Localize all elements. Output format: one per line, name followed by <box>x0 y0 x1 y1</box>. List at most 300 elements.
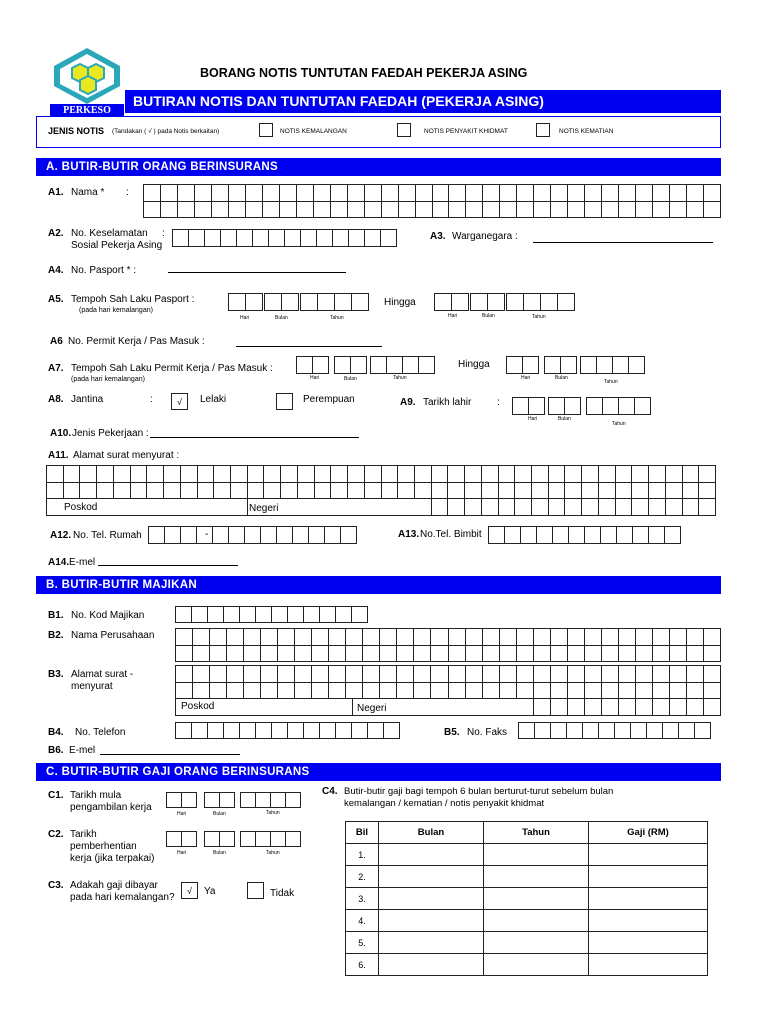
char-box[interactable] <box>616 466 633 483</box>
row-tahun-cell[interactable] <box>484 844 589 866</box>
char-box[interactable] <box>500 666 517 683</box>
char-box[interactable] <box>470 293 488 311</box>
row-gaji-cell[interactable] <box>589 932 708 954</box>
char-box[interactable] <box>431 666 448 683</box>
char-box[interactable] <box>636 185 653 202</box>
char-box[interactable] <box>295 666 312 683</box>
char-box[interactable] <box>517 646 534 663</box>
char-box[interactable] <box>312 666 329 683</box>
char-box[interactable] <box>466 666 483 683</box>
char-box[interactable] <box>214 483 231 500</box>
row-tahun-cell[interactable] <box>484 932 589 954</box>
char-box[interactable] <box>666 466 683 483</box>
char-box[interactable] <box>551 202 568 219</box>
b1-kod-majikan-input[interactable] <box>175 606 367 623</box>
char-box[interactable] <box>599 466 616 483</box>
char-box[interactable] <box>303 722 320 739</box>
char-box[interactable] <box>540 293 558 311</box>
char-box[interactable] <box>683 499 700 516</box>
char-box[interactable] <box>303 606 320 623</box>
char-box[interactable] <box>483 202 500 219</box>
char-box[interactable] <box>287 722 304 739</box>
char-box[interactable] <box>331 483 348 500</box>
char-box[interactable] <box>176 629 193 646</box>
char-box[interactable] <box>229 185 246 202</box>
char-box[interactable] <box>97 483 114 500</box>
char-box[interactable] <box>278 629 295 646</box>
char-box[interactable] <box>568 666 585 683</box>
char-box[interactable] <box>500 629 517 646</box>
char-box[interactable] <box>271 722 288 739</box>
char-box[interactable] <box>397 683 414 700</box>
char-box[interactable] <box>568 185 585 202</box>
row-tahun-cell[interactable] <box>484 888 589 910</box>
char-box[interactable] <box>363 646 380 663</box>
char-box[interactable] <box>255 792 271 808</box>
char-box[interactable] <box>295 646 312 663</box>
char-box[interactable] <box>662 722 679 739</box>
char-box[interactable] <box>448 483 465 500</box>
char-box[interactable] <box>319 606 336 623</box>
char-box[interactable] <box>602 629 619 646</box>
char-box[interactable] <box>397 666 414 683</box>
char-box[interactable] <box>670 202 687 219</box>
char-box[interactable] <box>585 666 602 683</box>
char-box[interactable] <box>223 722 240 739</box>
char-box[interactable] <box>517 629 534 646</box>
char-box[interactable] <box>228 293 246 311</box>
c2-year[interactable] <box>240 831 300 847</box>
char-box[interactable] <box>549 499 566 516</box>
char-box[interactable] <box>340 526 357 544</box>
char-box[interactable] <box>176 666 193 683</box>
char-box[interactable] <box>670 683 687 700</box>
char-box[interactable] <box>704 202 721 219</box>
char-box[interactable] <box>449 185 466 202</box>
char-box[interactable] <box>433 185 450 202</box>
char-box[interactable] <box>653 646 670 663</box>
char-box[interactable] <box>210 629 227 646</box>
char-box[interactable] <box>198 483 215 500</box>
char-box[interactable] <box>517 683 534 700</box>
char-box[interactable] <box>383 722 400 739</box>
char-box[interactable] <box>231 483 248 500</box>
char-box[interactable] <box>630 722 647 739</box>
char-box[interactable] <box>483 666 500 683</box>
char-box[interactable] <box>334 356 351 374</box>
char-box[interactable] <box>264 466 281 483</box>
char-box[interactable] <box>582 466 599 483</box>
char-box[interactable] <box>687 202 704 219</box>
char-box[interactable] <box>552 526 569 544</box>
a12-tel-rumah-input[interactable] <box>148 526 356 544</box>
char-box[interactable] <box>512 397 529 415</box>
char-box[interactable] <box>380 229 397 247</box>
char-box[interactable] <box>147 483 164 500</box>
char-box[interactable] <box>178 202 195 219</box>
char-box[interactable] <box>568 629 585 646</box>
char-box[interactable] <box>466 646 483 663</box>
char-box[interactable] <box>312 683 329 700</box>
char-box[interactable] <box>365 202 382 219</box>
char-box[interactable] <box>285 792 301 808</box>
char-box[interactable] <box>598 722 615 739</box>
char-box[interactable] <box>517 202 534 219</box>
char-box[interactable] <box>198 466 215 483</box>
char-box[interactable] <box>335 722 352 739</box>
char-box[interactable] <box>465 483 482 500</box>
c3-tidak-checkbox[interactable] <box>247 882 264 899</box>
char-box[interactable] <box>176 646 193 663</box>
c2-day[interactable] <box>166 831 196 847</box>
char-box[interactable] <box>687 683 704 700</box>
char-box[interactable] <box>432 499 449 516</box>
char-box[interactable] <box>114 466 131 483</box>
char-box[interactable] <box>193 646 210 663</box>
char-box[interactable] <box>246 185 263 202</box>
char-box[interactable] <box>636 629 653 646</box>
char-box[interactable] <box>281 293 299 311</box>
char-box[interactable] <box>448 499 465 516</box>
char-box[interactable] <box>580 356 597 374</box>
char-box[interactable] <box>500 185 517 202</box>
a10-pekerjaan-input[interactable] <box>150 437 359 438</box>
char-box[interactable] <box>270 831 286 847</box>
char-box[interactable] <box>482 499 499 516</box>
char-box[interactable] <box>252 229 269 247</box>
char-box[interactable] <box>568 202 585 219</box>
row-gaji-cell[interactable] <box>589 866 708 888</box>
a5-to-month[interactable] <box>470 293 504 311</box>
char-box[interactable] <box>312 356 329 374</box>
char-box[interactable] <box>346 683 363 700</box>
char-box[interactable] <box>398 483 415 500</box>
char-box[interactable] <box>632 466 649 483</box>
char-box[interactable] <box>619 185 636 202</box>
char-box[interactable] <box>704 646 721 663</box>
char-box[interactable] <box>414 683 431 700</box>
char-box[interactable] <box>239 722 256 739</box>
char-box[interactable] <box>499 499 516 516</box>
a4-pasport-input[interactable] <box>168 272 346 273</box>
char-box[interactable] <box>431 646 448 663</box>
char-box[interactable] <box>380 629 397 646</box>
char-box[interactable] <box>324 526 341 544</box>
char-box[interactable] <box>346 629 363 646</box>
char-box[interactable] <box>214 466 231 483</box>
char-box[interactable] <box>619 666 636 683</box>
char-box[interactable] <box>285 831 301 847</box>
c1-year[interactable] <box>240 792 300 808</box>
char-box[interactable] <box>551 683 568 700</box>
char-box[interactable] <box>363 629 380 646</box>
char-box[interactable] <box>415 466 432 483</box>
c3-ya-checkbox[interactable]: √ <box>181 882 198 899</box>
char-box[interactable] <box>699 466 716 483</box>
char-box[interactable] <box>586 397 603 415</box>
char-box[interactable] <box>449 683 466 700</box>
row-gaji-cell[interactable] <box>589 910 708 932</box>
char-box[interactable] <box>147 466 164 483</box>
char-box[interactable] <box>181 831 197 847</box>
char-box[interactable] <box>602 666 619 683</box>
char-box[interactable] <box>315 483 332 500</box>
char-box[interactable] <box>268 229 285 247</box>
char-box[interactable] <box>295 629 312 646</box>
perempuan-checkbox[interactable] <box>276 393 293 410</box>
char-box[interactable] <box>585 202 602 219</box>
char-box[interactable] <box>178 185 195 202</box>
a1-name-input[interactable] <box>143 184 721 218</box>
char-box[interactable] <box>683 466 700 483</box>
char-box[interactable] <box>612 356 629 374</box>
char-box[interactable] <box>298 466 315 483</box>
char-box[interactable] <box>346 646 363 663</box>
a2-socso-input[interactable] <box>172 229 396 247</box>
char-box[interactable] <box>175 722 192 739</box>
char-box[interactable] <box>466 185 483 202</box>
char-box[interactable] <box>432 466 449 483</box>
a13-tel-bimbit-input[interactable] <box>488 526 680 544</box>
char-box[interactable] <box>532 466 549 483</box>
char-box[interactable] <box>329 683 346 700</box>
row-gaji-cell[interactable] <box>589 954 708 976</box>
char-box[interactable] <box>568 646 585 663</box>
char-box[interactable] <box>582 722 599 739</box>
notis-penyakit-checkbox[interactable] <box>397 123 411 137</box>
char-box[interactable] <box>520 526 537 544</box>
char-box[interactable] <box>236 229 253 247</box>
char-box[interactable] <box>602 699 619 716</box>
char-box[interactable] <box>280 202 297 219</box>
char-box[interactable] <box>500 202 517 219</box>
char-box[interactable] <box>699 499 716 516</box>
char-box[interactable] <box>534 666 551 683</box>
char-box[interactable] <box>448 466 465 483</box>
char-box[interactable] <box>653 699 670 716</box>
char-box[interactable] <box>416 185 433 202</box>
char-box[interactable] <box>329 646 346 663</box>
char-box[interactable] <box>416 202 433 219</box>
char-box[interactable] <box>287 606 304 623</box>
char-box[interactable] <box>487 293 505 311</box>
a14-email-input[interactable] <box>98 565 238 566</box>
char-box[interactable] <box>534 699 551 716</box>
char-box[interactable] <box>176 683 193 700</box>
char-box[interactable] <box>649 499 666 516</box>
char-box[interactable] <box>585 646 602 663</box>
char-box[interactable] <box>227 666 244 683</box>
char-box[interactable] <box>582 483 599 500</box>
char-box[interactable] <box>504 526 521 544</box>
row-gaji-cell[interactable] <box>589 844 708 866</box>
char-box[interactable] <box>596 356 613 374</box>
char-box[interactable] <box>204 831 220 847</box>
char-box[interactable] <box>296 356 313 374</box>
char-box[interactable] <box>204 792 220 808</box>
char-box[interactable] <box>418 356 435 374</box>
char-box[interactable] <box>308 526 325 544</box>
row-bulan-cell[interactable] <box>379 844 484 866</box>
char-box[interactable] <box>382 466 399 483</box>
char-box[interactable] <box>534 722 551 739</box>
char-box[interactable] <box>348 229 365 247</box>
char-box[interactable] <box>451 293 469 311</box>
char-box[interactable] <box>297 202 314 219</box>
a7-to-year[interactable] <box>580 356 644 374</box>
char-box[interactable] <box>210 683 227 700</box>
a7-from-month[interactable] <box>334 356 366 374</box>
a7-from-year[interactable] <box>370 356 434 374</box>
char-box[interactable] <box>271 606 288 623</box>
char-box[interactable] <box>616 483 633 500</box>
char-box[interactable] <box>175 606 192 623</box>
a5-to-day[interactable] <box>434 293 468 311</box>
char-box[interactable] <box>312 629 329 646</box>
char-box[interactable] <box>228 526 245 544</box>
char-box[interactable] <box>632 499 649 516</box>
char-box[interactable] <box>348 185 365 202</box>
char-box[interactable] <box>166 792 182 808</box>
char-box[interactable] <box>653 666 670 683</box>
char-box[interactable] <box>649 483 666 500</box>
a7-to-month[interactable] <box>544 356 576 374</box>
char-box[interactable] <box>329 666 346 683</box>
char-box[interactable] <box>331 185 348 202</box>
char-box[interactable] <box>212 526 229 544</box>
char-box[interactable] <box>499 483 516 500</box>
char-box[interactable] <box>687 666 704 683</box>
char-box[interactable] <box>181 466 198 483</box>
char-box[interactable] <box>164 526 181 544</box>
char-box[interactable] <box>300 293 318 311</box>
char-box[interactable] <box>432 483 449 500</box>
char-box[interactable] <box>434 293 452 311</box>
char-box[interactable] <box>386 356 403 374</box>
a9-day[interactable] <box>512 397 544 415</box>
char-box[interactable] <box>517 666 534 683</box>
char-box[interactable] <box>670 699 687 716</box>
char-box[interactable] <box>278 646 295 663</box>
char-box[interactable] <box>298 483 315 500</box>
a7-from-day[interactable] <box>296 356 328 374</box>
char-box[interactable] <box>350 356 367 374</box>
char-box[interactable] <box>560 356 577 374</box>
char-box[interactable] <box>244 646 261 663</box>
char-box[interactable] <box>148 526 165 544</box>
char-box[interactable] <box>550 722 567 739</box>
char-box[interactable] <box>223 606 240 623</box>
char-box[interactable] <box>114 483 131 500</box>
char-box[interactable] <box>244 683 261 700</box>
char-box[interactable] <box>534 202 551 219</box>
char-box[interactable] <box>292 526 309 544</box>
char-box[interactable] <box>397 629 414 646</box>
char-box[interactable] <box>482 466 499 483</box>
char-box[interactable] <box>602 683 619 700</box>
char-box[interactable] <box>346 666 363 683</box>
char-box[interactable] <box>670 646 687 663</box>
char-box[interactable] <box>488 526 505 544</box>
char-box[interactable] <box>97 466 114 483</box>
char-box[interactable] <box>314 185 331 202</box>
char-box[interactable] <box>551 646 568 663</box>
char-box[interactable] <box>264 293 282 311</box>
char-box[interactable] <box>465 466 482 483</box>
char-box[interactable] <box>544 356 561 374</box>
char-box[interactable] <box>261 666 278 683</box>
char-box[interactable] <box>483 646 500 663</box>
char-box[interactable] <box>363 666 380 683</box>
char-box[interactable] <box>585 185 602 202</box>
char-box[interactable] <box>270 792 286 808</box>
char-box[interactable] <box>297 185 314 202</box>
c2-month[interactable] <box>204 831 234 847</box>
char-box[interactable] <box>244 526 261 544</box>
char-box[interactable] <box>600 526 617 544</box>
char-box[interactable] <box>144 202 161 219</box>
char-box[interactable] <box>334 293 352 311</box>
char-box[interactable] <box>365 466 382 483</box>
char-box[interactable] <box>515 499 532 516</box>
char-box[interactable] <box>518 722 535 739</box>
char-box[interactable] <box>483 185 500 202</box>
notis-kematian-checkbox[interactable] <box>536 123 550 137</box>
char-box[interactable] <box>585 699 602 716</box>
char-box[interactable] <box>397 646 414 663</box>
char-box[interactable] <box>248 483 265 500</box>
char-box[interactable] <box>295 683 312 700</box>
char-box[interactable] <box>431 629 448 646</box>
char-box[interactable] <box>466 202 483 219</box>
char-box[interactable] <box>414 629 431 646</box>
char-box[interactable] <box>264 483 281 500</box>
row-gaji-cell[interactable] <box>589 888 708 910</box>
char-box[interactable] <box>687 185 704 202</box>
row-tahun-cell[interactable] <box>484 954 589 976</box>
char-box[interactable] <box>284 229 301 247</box>
char-box[interactable] <box>161 185 178 202</box>
char-box[interactable] <box>278 666 295 683</box>
char-box[interactable] <box>551 185 568 202</box>
char-box[interactable] <box>549 483 566 500</box>
char-box[interactable] <box>244 666 261 683</box>
char-box[interactable] <box>599 483 616 500</box>
char-box[interactable] <box>261 629 278 646</box>
char-box[interactable] <box>584 526 601 544</box>
char-box[interactable] <box>348 483 365 500</box>
char-box[interactable] <box>618 397 635 415</box>
char-box[interactable] <box>528 397 545 415</box>
a9-month[interactable] <box>548 397 580 415</box>
char-box[interactable] <box>227 683 244 700</box>
char-box[interactable] <box>204 229 221 247</box>
char-box[interactable] <box>557 293 575 311</box>
char-box[interactable] <box>414 646 431 663</box>
char-box[interactable] <box>670 629 687 646</box>
char-box[interactable] <box>670 185 687 202</box>
char-box[interactable] <box>431 683 448 700</box>
a9-year[interactable] <box>586 397 650 415</box>
char-box[interactable] <box>316 229 333 247</box>
char-box[interactable] <box>210 646 227 663</box>
char-box[interactable] <box>364 229 381 247</box>
char-box[interactable] <box>565 466 582 483</box>
char-box[interactable] <box>280 185 297 202</box>
row-bulan-cell[interactable] <box>379 888 484 910</box>
char-box[interactable] <box>193 666 210 683</box>
char-box[interactable] <box>704 683 721 700</box>
